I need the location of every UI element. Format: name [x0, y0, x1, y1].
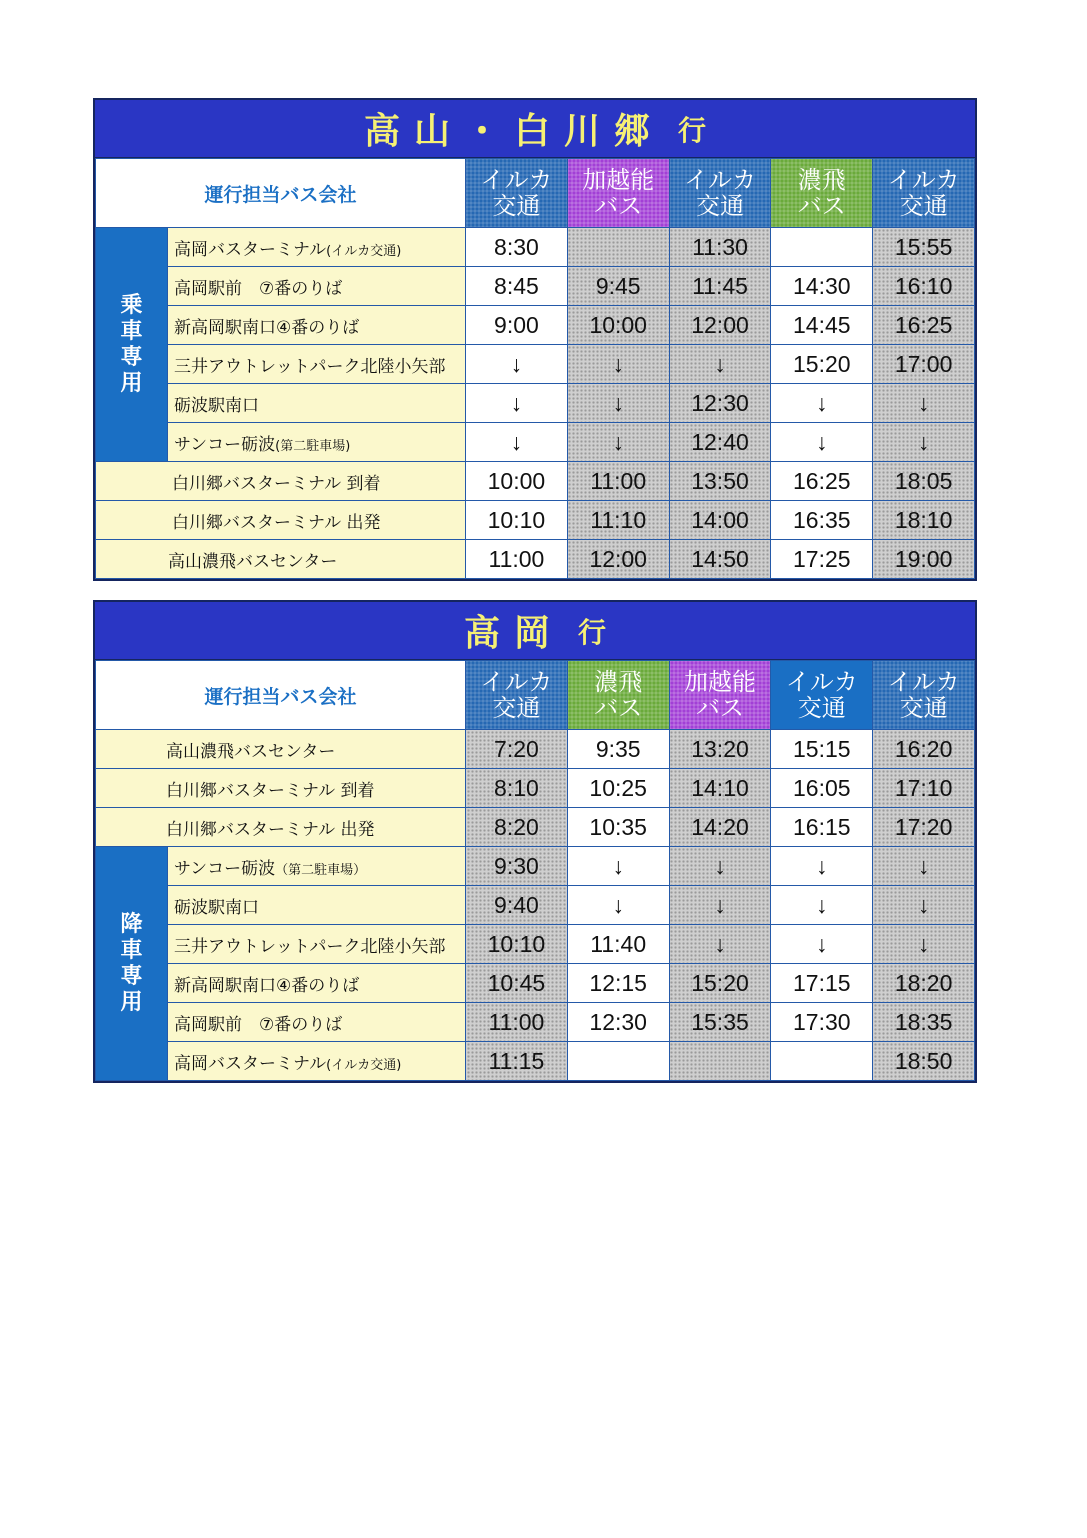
table-row	[96, 501, 975, 540]
alighting-only-label: 降 車 専 用	[96, 847, 168, 1081]
company-cell	[771, 661, 873, 730]
company-name: 濃飛 バス	[594, 668, 643, 722]
time-cell: ↓	[567, 384, 669, 423]
stop-name: 高山濃飛バスセンター	[96, 730, 466, 769]
time-cell: 12:00	[567, 540, 669, 579]
time-cell: ↓	[567, 847, 669, 886]
time-cell: ↓	[873, 423, 975, 462]
time-cell: 11:00	[466, 540, 568, 579]
time-cell: ↓	[567, 423, 669, 462]
company-cell	[567, 159, 669, 228]
time-cell: ↓	[873, 384, 975, 423]
company-label: 運行担当バス会社	[96, 159, 466, 228]
stop-name: 砺波駅南口	[168, 384, 466, 423]
table-row	[96, 345, 975, 384]
company-label: 運行担当バス会社	[96, 661, 466, 730]
stop-name: 三井アウトレットパーク北陸小矢部	[168, 345, 466, 384]
stop-name: 白川郷バスターミナル 到着	[96, 769, 466, 808]
company-name: イルカ 交通	[480, 166, 553, 220]
time-cell: 12:00	[669, 306, 771, 345]
table-row	[96, 423, 975, 462]
time-cell: ↓	[669, 886, 771, 925]
time-cell: 9:40	[466, 886, 568, 925]
table-title	[95, 602, 975, 660]
time-cell: 11:10	[567, 501, 669, 540]
time-cell: 9:45	[567, 267, 669, 306]
time-cell: 17:00	[873, 345, 975, 384]
time-cell	[669, 1042, 771, 1081]
time-cell: 17:20	[873, 808, 975, 847]
stop-name: 高岡バスターミナル(イルカ交通)	[168, 228, 466, 267]
company-cell	[567, 661, 669, 730]
stop-name: サンコー砺波（第二駐車場）	[168, 847, 466, 886]
company-name: イルカ 交通	[887, 166, 960, 220]
company-name: 濃飛 バス	[797, 166, 846, 220]
time-cell: 16:20	[873, 730, 975, 769]
time-cell: ↓	[466, 345, 568, 384]
boarding-only-label: 乗 車 専 用	[96, 228, 168, 462]
stop-name: 新高岡駅南口④番のりば	[168, 306, 466, 345]
time-cell: 10:35	[567, 808, 669, 847]
stop-name: 三井アウトレットパーク北陸小矢部	[168, 925, 466, 964]
title-destination: 高山・白川郷	[363, 111, 664, 152]
time-cell: 17:10	[873, 769, 975, 808]
time-cell: 8:10	[466, 769, 568, 808]
table-row	[96, 228, 975, 267]
time-cell: 9:00	[466, 306, 568, 345]
time-cell: 9:35	[567, 730, 669, 769]
time-cell: 18:20	[873, 964, 975, 1003]
time-cell: 14:45	[771, 306, 873, 345]
time-cell: ↓	[873, 847, 975, 886]
time-cell: 10:25	[567, 769, 669, 808]
time-cell: ↓	[873, 925, 975, 964]
time-cell: 15:35	[669, 1003, 771, 1042]
time-cell: ↓	[771, 384, 873, 423]
time-cell: 16:10	[873, 267, 975, 306]
time-cell: ↓	[669, 925, 771, 964]
time-cell: 11:15	[466, 1042, 568, 1081]
stop-name: サンコー砺波(第二駐車場)	[168, 423, 466, 462]
table-title	[95, 100, 975, 158]
time-cell: 18:50	[873, 1042, 975, 1081]
title-suffix: 行	[578, 615, 607, 649]
time-cell: 18:10	[873, 501, 975, 540]
stop-name: 高岡駅前 ⑦番のりば	[168, 267, 466, 306]
time-cell: 16:25	[873, 306, 975, 345]
stop-name: 白川郷バスターミナル 出発	[96, 501, 466, 540]
company-header-row	[96, 159, 975, 228]
company-cell	[873, 661, 975, 730]
table-row	[96, 769, 975, 808]
time-cell: 12:15	[567, 964, 669, 1003]
time-cell: 10:10	[466, 501, 568, 540]
table-row	[96, 847, 975, 886]
title-destination: 高岡	[463, 613, 564, 654]
timetable-takayama-shirakawago	[93, 98, 977, 581]
company-name: イルカ 交通	[480, 668, 553, 722]
table-row	[96, 1003, 975, 1042]
time-cell: ↓	[771, 847, 873, 886]
time-cell: ↓	[669, 847, 771, 886]
time-cell: 13:50	[669, 462, 771, 501]
time-cell	[567, 228, 669, 267]
table-row	[96, 306, 975, 345]
time-cell: 12:30	[567, 1003, 669, 1042]
time-cell: 7:20	[466, 730, 568, 769]
time-cell: 9:30	[466, 847, 568, 886]
table-row	[96, 730, 975, 769]
time-cell: 11:00	[466, 1003, 568, 1042]
time-cell	[771, 228, 873, 267]
time-cell: 14:20	[669, 808, 771, 847]
time-cell: 13:20	[669, 730, 771, 769]
schedule-table	[95, 660, 975, 1081]
time-cell: ↓	[771, 423, 873, 462]
time-cell: 16:25	[771, 462, 873, 501]
stop-name: 新高岡駅南口④番のりば	[168, 964, 466, 1003]
time-cell: 16:15	[771, 808, 873, 847]
time-cell: 15:20	[771, 345, 873, 384]
time-cell: 14:10	[669, 769, 771, 808]
time-cell: ↓	[873, 886, 975, 925]
company-cell	[466, 159, 568, 228]
time-cell: ↓	[771, 925, 873, 964]
time-cell: 11:40	[567, 925, 669, 964]
time-cell: ↓	[567, 886, 669, 925]
time-cell	[771, 1042, 873, 1081]
time-cell	[567, 1042, 669, 1081]
time-cell: 19:00	[873, 540, 975, 579]
time-cell: 12:30	[669, 384, 771, 423]
table-row	[96, 886, 975, 925]
time-cell: 17:15	[771, 964, 873, 1003]
company-cell	[873, 159, 975, 228]
stop-name: 砺波駅南口	[168, 886, 466, 925]
company-header-row	[96, 661, 975, 730]
table-row	[96, 462, 975, 501]
time-cell: 10:00	[466, 462, 568, 501]
time-cell: 15:20	[669, 964, 771, 1003]
time-cell: ↓	[466, 423, 568, 462]
table-row	[96, 540, 975, 579]
time-cell: 8:30	[466, 228, 568, 267]
table-row	[96, 964, 975, 1003]
time-cell: 8:45	[466, 267, 568, 306]
company-name: イルカ 交通	[785, 668, 858, 722]
time-cell: 17:25	[771, 540, 873, 579]
time-cell: 11:30	[669, 228, 771, 267]
company-cell	[771, 159, 873, 228]
time-cell: ↓	[771, 886, 873, 925]
company-name: 加越能 バス	[684, 668, 756, 722]
time-cell: 10:45	[466, 964, 568, 1003]
timetable-takaoka	[93, 600, 977, 1083]
company-cell	[466, 661, 568, 730]
company-cell	[669, 661, 771, 730]
table-row	[96, 384, 975, 423]
time-cell: 8:20	[466, 808, 568, 847]
company-name: イルカ 交通	[887, 668, 960, 722]
time-cell: 11:00	[567, 462, 669, 501]
time-cell: 18:35	[873, 1003, 975, 1042]
stop-name: 高岡バスターミナル(イルカ交通)	[168, 1042, 466, 1081]
time-cell: 10:10	[466, 925, 568, 964]
time-cell: 15:55	[873, 228, 975, 267]
table-row	[96, 1042, 975, 1081]
table-row	[96, 267, 975, 306]
company-cell	[669, 159, 771, 228]
time-cell: ↓	[567, 345, 669, 384]
time-cell: 12:40	[669, 423, 771, 462]
company-name: 加越能 バス	[582, 166, 655, 220]
time-cell: 14:00	[669, 501, 771, 540]
time-cell: ↓	[466, 384, 568, 423]
time-cell: 17:30	[771, 1003, 873, 1042]
stop-name: 白川郷バスターミナル 到着	[96, 462, 466, 501]
table-row	[96, 808, 975, 847]
schedule-table	[95, 158, 975, 579]
time-cell: 10:00	[567, 306, 669, 345]
stop-name: 高岡駅前 ⑦番のりば	[168, 1003, 466, 1042]
time-cell: ↓	[669, 345, 771, 384]
stop-name: 白川郷バスターミナル 出発	[96, 808, 466, 847]
table-row	[96, 925, 975, 964]
time-cell: 18:05	[873, 462, 975, 501]
time-cell: 16:05	[771, 769, 873, 808]
time-cell: 14:30	[771, 267, 873, 306]
title-suffix: 行	[678, 113, 707, 147]
time-cell: 15:15	[771, 730, 873, 769]
company-name: イルカ 交通	[684, 166, 756, 220]
time-cell: 16:35	[771, 501, 873, 540]
time-cell: 14:50	[669, 540, 771, 579]
stop-name: 高山濃飛バスセンター	[96, 540, 466, 579]
time-cell: 11:45	[669, 267, 771, 306]
